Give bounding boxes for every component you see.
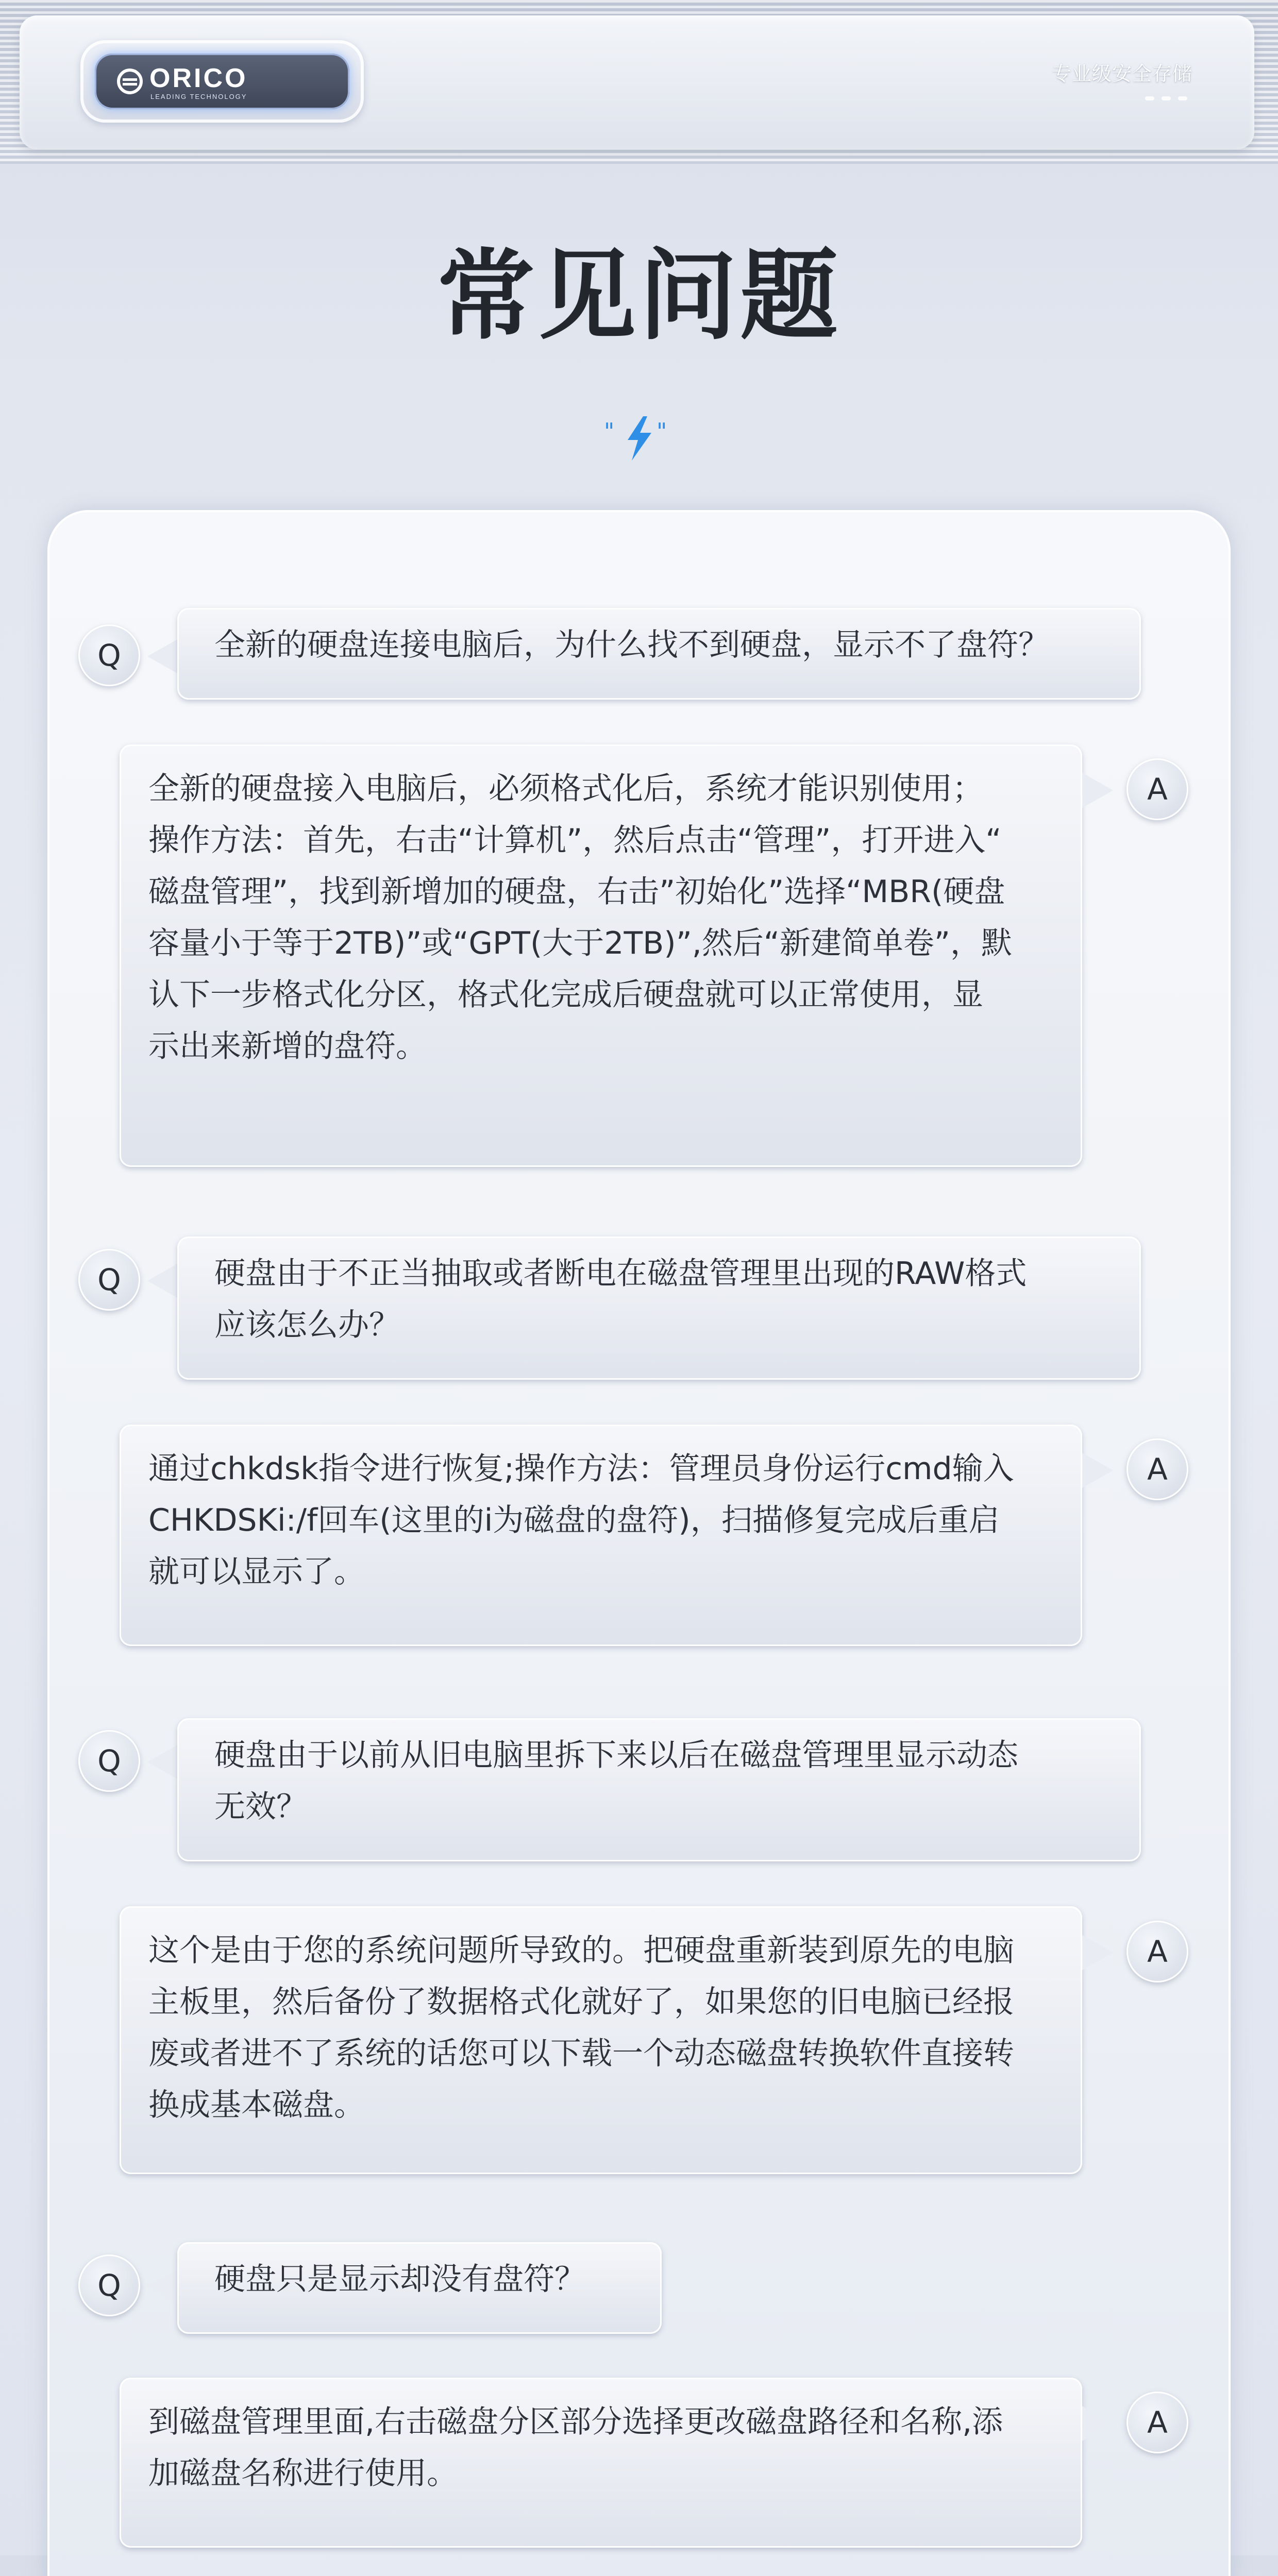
- question-text-line: 全新的硬盘连接电脑后，为什么找不到硬盘，显示不了盘符？: [214, 627, 1049, 663]
- bubble-tail: [147, 639, 178, 674]
- bubble-tail: [147, 1263, 178, 1298]
- question-bubble: [177, 1236, 1141, 1380]
- bubble-tail: [1082, 1453, 1113, 1488]
- answer-text-line: 废或者进不了系统的话您可以下载一个动态磁盘转换软件直接转: [148, 2036, 1014, 2072]
- svg-text:": ": [604, 418, 615, 445]
- answer-text-line: 操作方法：首先，右击“计算机”，然后点击“管理”，打开进入“: [148, 822, 1002, 858]
- header-tagline: 专业级安全存储: [1051, 62, 1192, 85]
- question-text-line: 硬盘由于以前从旧电脑里拆下来以后在磁盘管理里显示动态: [214, 1737, 1018, 1773]
- answer-text-line: 主板里，然后备份了数据格式化就好了，如果您的旧电脑已经报: [148, 1984, 1014, 2020]
- answer-bubble: [120, 2378, 1082, 2548]
- answer-badge: A: [1126, 1438, 1188, 1500]
- answer-text-line: 认下一步格式化分区，格式化完成后硬盘就可以正常使用，显: [148, 977, 983, 1013]
- question-badge: Q: [78, 1249, 140, 1311]
- answer-bubble: [120, 1425, 1082, 1646]
- question-badge: Q: [78, 2255, 140, 2316]
- question-text-line: 硬盘由于不正当抽取或者断电在磁盘管理里出现的RAW格式: [214, 1256, 1027, 1292]
- answer-text-line: 换成基本磁盘。: [148, 2087, 365, 2123]
- answer-text-line: CHKDSKi:/f回车(这里的i为磁盘的盘符)，扫描修复完成后重启: [148, 1502, 1000, 1538]
- header-bar: [0, 0, 1278, 164]
- bubble-tail: [1082, 773, 1113, 808]
- svg-text:": ": [657, 418, 667, 445]
- question-badge: Q: [78, 624, 140, 686]
- answer-text-line: 全新的硬盘接入电脑后，必须格式化后，系统才能识别使用；: [148, 771, 983, 807]
- bubble-tail: [147, 1744, 178, 1780]
- answer-bubble: [120, 744, 1082, 1167]
- answer-text-line: 加磁盘名称进行使用。: [148, 2455, 458, 2492]
- bubble-tail: [1082, 2406, 1113, 2441]
- answer-badge: A: [1126, 1921, 1188, 1982]
- brand-subtitle: LEADING TECHNOLOGY: [150, 93, 247, 100]
- bubble-tail: [1082, 1935, 1113, 1970]
- answer-text-line: 通过chkdsk指令进行恢复;操作方法：管理员身份运行cmd输入: [148, 1451, 1014, 1487]
- page-title: 常见问题: [436, 239, 841, 353]
- answer-text-line: 磁盘管理”，找到新增加的硬盘，右击”初始化”选择“MBR(硬盘: [148, 874, 1005, 910]
- orico-logo-icon: [115, 67, 144, 96]
- question-text-line: 无效？: [214, 1789, 307, 1825]
- bubble-tail: [147, 2269, 178, 2304]
- question-bubble: [177, 2242, 662, 2334]
- question-text-line: 硬盘只是显示却没有盘符？: [214, 2261, 585, 2297]
- answer-badge: A: [1126, 758, 1188, 820]
- answer-bubble: [120, 1906, 1082, 2174]
- tagline-dots: [1138, 93, 1189, 98]
- answer-text-line: 这个是由于您的系统问题所导致的。把硬盘重新装到原先的电脑: [148, 1933, 1014, 1969]
- answer-text-line: 到磁盘管理里面,右击磁盘分区部分选择更改磁盘路径和名称,添: [148, 2404, 1003, 2440]
- answer-text-line: 示出来新增的盘符。: [148, 1028, 427, 1064]
- brand-name: ORICO: [149, 63, 248, 93]
- question-text-line: 应该怎么办？: [214, 1307, 400, 1343]
- question-badge: Q: [78, 1730, 140, 1792]
- answer-badge: A: [1126, 2392, 1188, 2453]
- answer-text-line: 容量小于等于2TB)”或“GPT(大于2TB)”,然后“新建简单卷”，默: [148, 925, 1013, 961]
- lightning-icon: [602, 412, 676, 464]
- answer-text-line: 就可以显示了。: [148, 1554, 365, 1590]
- question-bubble: [177, 608, 1141, 700]
- question-bubble: [177, 1718, 1141, 1861]
- logo-badge: [95, 54, 349, 109]
- brand-logo[interactable]: [80, 40, 364, 123]
